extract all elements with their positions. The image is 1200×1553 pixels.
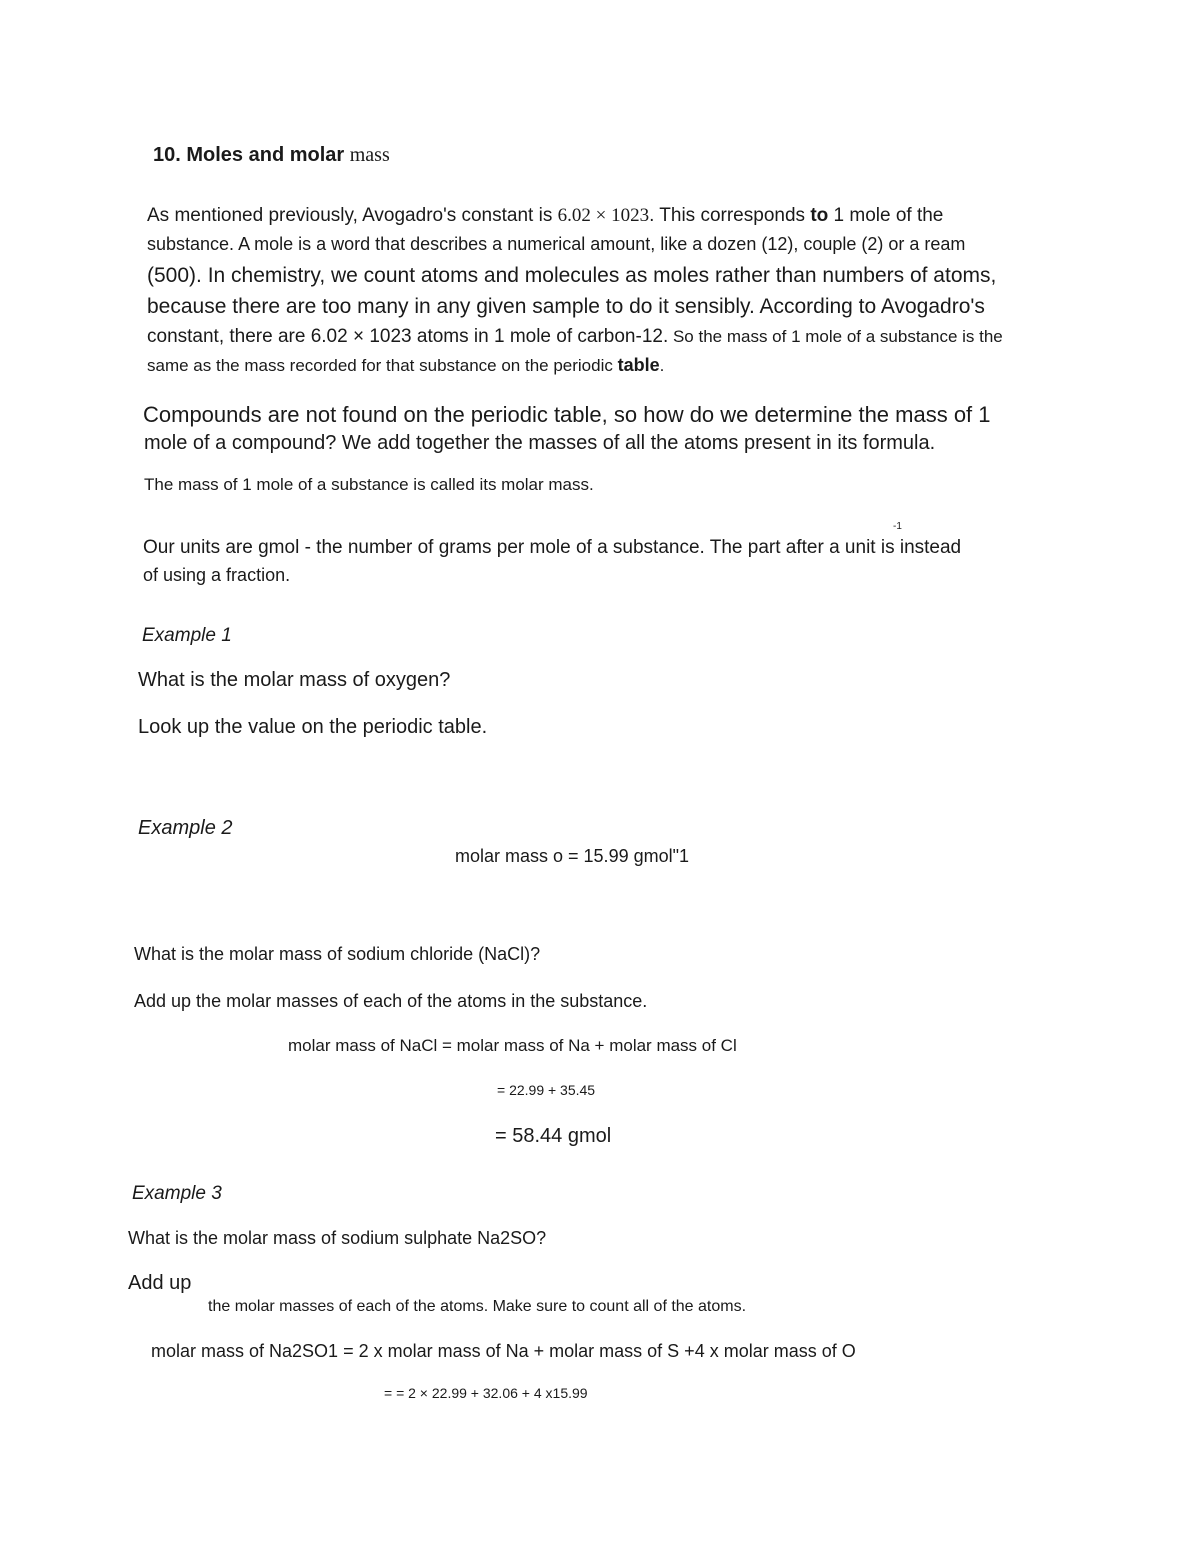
example1-question: What is the molar mass of oxygen? [138, 669, 451, 691]
para1-line6: same as the mass recorded for that substance on the periodic table. [147, 355, 665, 375]
heading-rest-text: mass [349, 144, 390, 166]
example2-question: What is the molar mass of sodium chloride (NaCl)? [134, 944, 541, 964]
example3-label: Example 3 [132, 1183, 222, 1204]
para2-line2: mole of a compound? We add together the masses of all the atoms present in its formula. [144, 432, 936, 454]
example3-instruction: the molar masses of each of the atoms. Make sure to count all of the atoms. [208, 1298, 747, 1315]
example1-label: Example 1 [142, 625, 232, 646]
para4-line2: of using a fraction. [143, 565, 291, 585]
para4-line1: Our units are gmol - the number of grams per mole of a substance. The part after a unit is instead [143, 537, 962, 558]
example2-equation2: = 22.99 + 35.45 [497, 1082, 596, 1098]
example2-equation3: = 58.44 gmol [495, 1125, 612, 1147]
heading-number: 10. [153, 144, 181, 166]
example2-result: molar mass o = 15.99 gmol"1 [455, 846, 689, 866]
heading-bold-text: Moles and molar [186, 144, 345, 166]
para1-line1: As mentioned previously, Avogadro's constant is 6.02 × 1023. This corresponds to 1 mole of the [147, 205, 944, 226]
para3: The mass of 1 mole of a substance is called its molar mass. [144, 475, 594, 494]
example3-add-up: Add up [128, 1272, 192, 1294]
example3-question: What is the molar mass of sodium sulphate Na2SO? [128, 1228, 547, 1248]
example3-equation2: = = 2 × 22.99 + 32.06 + 4 x15.99 [384, 1385, 588, 1401]
para1-line5: constant, there are 6.02 × 1023 atoms in 1 mole of carbon-12. So the mass of 1 mole of a substance is the [147, 326, 1003, 347]
para1-line4: because there are too many in any given sample to do it sensibly. According to Avogadro's [147, 295, 985, 318]
para1-line2: substance. A mole is a word that describes a numerical amount, like a dozen (12), couple (2) or a ream [147, 234, 966, 254]
section-heading [153, 144, 390, 167]
example2-label: Example 2 [138, 817, 233, 839]
example2-instruction: Add up the molar masses of each of the atoms in the substance. [134, 991, 648, 1011]
example1-answer: Look up the value on the periodic table. [138, 716, 488, 738]
example2-equation1: molar mass of NaCl = molar mass of Na + molar mass of Cl [288, 1036, 737, 1055]
para1-line3: (500). In chemistry, we count atoms and molecules as moles rather than numbers of atoms, [147, 264, 997, 287]
para2-line1: Compounds are not found on the periodic table, so how do we determine the mass of 1 [143, 402, 991, 427]
unit-superscript: -1 [893, 521, 902, 532]
example3-equation1: molar mass of Na2SO1 = 2 x molar mass of Na + molar mass of S +4 x molar mass of O [151, 1341, 856, 1361]
